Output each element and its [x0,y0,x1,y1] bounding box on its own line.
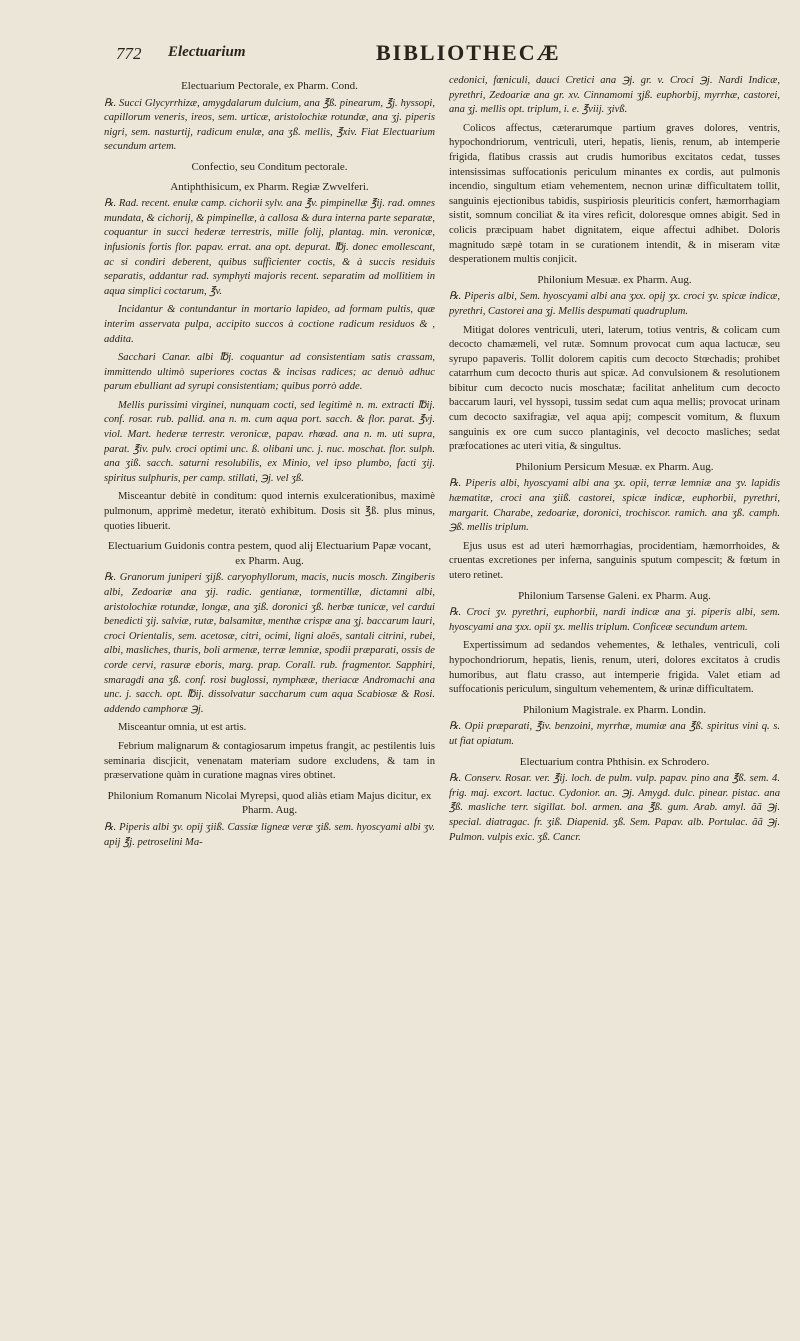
text-columns [104,74,780,1324]
running-title: BIBLIOTHECÆ [376,40,561,65]
left-column [104,74,435,1324]
paragraph: Misceantur debitè in conditum: quod internis exulcerationibus, maximè pulmonum, apprimè medetur, iteratò exhibitum. Dosis sit ℥ß. plus minus, quoties libuerit. [104,491,435,532]
section-heading: Electuarium contra Phthisin. ex Schrodero. [519,755,710,768]
paragraph: ℞. Croci ʒv. pyrethri, euphorbii, nardi indicæ ana ʒi. piperis albi, sem. hyoscyami ana ʒxx. opii ʒx. mellis triplum. Conficeæ secundum artem. [449,607,780,633]
paragraph: Misceantur omnia, ut est artis. [118,722,247,734]
page-header [104,40,778,66]
section-title: Electuarium [168,44,246,60]
section-heading: Philonium Romanum Nicolai Myrepsi, quod aliàs etiam Majus dicitur, ex Pharm. Aug. [107,789,432,817]
section-heading: Philonium Tarsense Galeni. ex Pharm. Aug. [518,589,711,602]
section-heading: Electuarium Guidonis contra pestem, quod alij Electuarium Papæ vocant, ex Pharm. Aug. [107,540,432,567]
paragraph: ℞. Piperis albi, hyoscyami albi ana ʒx. opii, terræ lemniæ ana ʒv. lapidis hæmatitæ, croci ana ʒiiß. castorei, spicæ indicæ, euphorbii, pyrethri, margarit. Charabe, zedoariæ, doronici, trochiscor. ramich. ana ʒß. camph. ℈ß. mellis triplum. [449,478,780,534]
section-heading: Confectio, seu Conditum pectorale. [191,160,348,173]
paragraph: Febrium malignarum & contagiosarum impetus frangit, ac pestilentis luis seminaria discjicit, venenatam materiam sudore excludens, & tam in præservatione quàm in curatione magnas vires obtinet. [104,740,435,782]
paragraph: Colicos affectus, cæterarumque partium graves dolores, ventris, hypochondriorum, ventriculi, uteri, hepatis, lienis, renum, ab intemperie frigida, flatibus crassis aut crudis humoribus excitatos cedat, tusses intensissimas suffocationis periculum minantes ex cordis, aut pulmonis incendio, singultum etiam vehementem, necnon urinæ difficultatem tollit, sanguinis ejectionibus tabidis, suspiriosis pleuriticis confert, hæmorrhagiam sistit, somnum conciliat & ita vires reficit, doloresque omnes abigit. Sed in colicis præcipuam habet dignitatem, eique affectui adhibet. Doloris magnitudo sæpè totam in se curationem intendit, & in miseram vitæ desperationem multis conjicit. [449,122,780,266]
paragraph: ℞. Opii præparati, ℥iv. benzoini, myrrhæ, mumiæ ana ℥ß. spiritus vini q. s. ut fiat opiatum. [449,721,780,747]
paragraph: Mellis purissimi virginei, nunquam cocti, sed legitimè n. m. extracti ℔ij. conf. rosar. rub. pallid. ana n. m. cum aqua port. sacch. & flor. parat. ℥vj. viol. Mart. hederæ terrestr. veronicæ, papav. rhœad. ana n. m. uti supra, parat. ℥iv. pulv. croci optimi unc. ß. olibani unc. j. nuc. moschat. flor. sulph. ana ʒiß. sacch. saturni resolubilis, ex Minio, vel ipso plumbo, facti ʒij. spiritus sulphuris, per camp. stillati, ℈j. vel ʒß. [104,399,435,484]
paragraph: cedonici, fœniculi, dauci Cretici ana ℈j. gr. v. Croci ℈j. Nardi Indicæ, pyrethri, Zedoariæ ana gr. xv. Cinnamomi ʒjß. euphorbij, myrrhæ, castorei, ana ʒj. mellis opt. triplum, i. e. ℥viij. ʒivß. [449,75,780,116]
paragraph: Sacchari Canar. albi ℔j. coquantur ad consistentiam satis crassam, immittendo ultimò superiores coctas & incisas radices; ac denuò adhuc parum ebulliant ad syrupi consistentiam; quibus porrò adde. [104,352,435,393]
paragraph: ℞. Granorum juniperi ʒijß. caryophyllorum, macis, nucis mosch. Zingiberis albi, Zedoariæ ana ʒij. radic. gentianæ, tormentillæ, dictamni albi, aristolochiæ rotundæ, longæ, ana ʒiß. doronici ʒß. herbæ tunicæ, vel cardui benedicti ʒij. salviæ, rutæ, balsamitæ, menthæ crispæ ana ʒj. baccarum lauri, croci Orientalis, sem. acetosæ, citri, ocimi, ligni aloës, santali citrini, rubei, albi, masliches, thuris, boli armenæ, terræ lemniæ, spodii præparati, ossis de corde cervi, rasuræ eboris, marg. prap. Corall. rub. fragmentor. Sapphiri, smaragdi ana ʒß. conf. rosi buglossi, nymphææ, theriacæ Andromachi ana unc. j. sacch. opt. ℔ij. dissolvatur saccharum cum aqua Scabiosæ & Rosi. addendo camphoræ ℈j. [104,572,435,715]
section-heading: Electuarium Pectorale, ex Pharm. Cond. [181,80,358,92]
paragraph: ℞. Conserv. Rosar. ver. ℥ij. loch. de pulm. vulp. papav. pino ana ℥ß. sem. 4. frig. maj. excort. lactuc. Cydonior. an. ℈j. Amygd. dulc. pinear. pistac. ana ℥ß. masliche terr. sigillat. bol. armen. ana ℥ß. gum. Arab. amyl. ãã ℈j. special. diatragac. fr. ʒiß. Diapenid. ʒß. Sem. Papav. alb. Portulac. ãã ℈j. Pulmon. vulpis exic. ʒß. Cancr. [449,773,780,843]
paragraph: Ejus usus est ad uteri hæmorrhagias, procidentiam, hæmorrhoides, & cruentas excretiones per inferna, sanguinis sputum compescit; & fœtum in utero retinet. [449,540,780,581]
page-number: 772 [116,44,142,63]
section-heading: Philonium Persicum Mesuæ. ex Pharm. Aug. [515,460,714,473]
paragraph: Mitigat dolores ventriculi, uteri, laterum, totius ventris, & colicam cum decocto chamæmeli, vel rutæ. Somnum provocat cum aqua lactucæ, seu syrupo papaveris. Tollit dolorem capitis cum decocto Stœchadis; prohibet catarrhum cum decocto thuris aut spicæ. Ad convulsionem & resolutionem bibitur cum decocto nucis moschatæ; facilitat anhelitum cum decocto baccarum lauri, vel hyssopi, tussim sedat cum aqua mellis; provocat urinam cum decocto saxifragiæ, vel aqua apij; compescit vomitum, & fluxum sanguinis ex ore cum succo plantaginis, vel decocto masliches; sedat præfocationes ac uteri vitia, & singultus. [449,324,780,453]
paragraph: Incidantur & contundantur in mortario lapideo, ad formam pultis, quæ interim asservata pulpa, accipito succos à coctione radicum residuos & , addita. [104,304,435,345]
paragraph: ℞. Rad. recent. enulæ camp. cichorii sylv. ana ℥v. pimpinellæ ℥ij. rad. omnes mundata, & cichorij, & pimpinellæ, à callosa & dura interna parte separatæ, coquantur in succi hederæ terrestris, mille folij, plantag. min. veronicæ, infusionis fortis flor. papav. errat. ana opt. depurat. ℔j. donec emollescant, ac si condiri deberent, quibus sufficienter coctis, & à succis residuis separatis, addantur rad. symphyti majoris recent. separatim ad mollitiem in aqua simplici coctarum, ℥v. [104,198,435,297]
paragraph: ℞. Succi Glycyrrhizæ, amygdalarum dulcium, ana ℥ß. pinearum, ℥j. hyssopi, capillorum veneris, ireos, sem. urticæ, aristolochiæ rotundæ, ana ʒj. piperis nigri, sem. nasturtij, radicum enulæ, ana ʒß. mellis, ℥xiv. Fiat Electuarium secundum artem. [104,97,435,153]
paragraph: ℞. Piperis albi ʒv. opij ʒiiß. Cassiæ ligneæ veræ ʒiß. sem. hyoscyami albi ʒv. apij ℥j. petroselini Ma- [104,821,435,848]
right-column [449,74,780,1324]
section-heading: Philonium Mesuæ. ex Pharm. Aug. [537,273,692,286]
section-heading: Antiphthisicum, ex Pharm. Regiæ Zwvelferi. [170,180,369,193]
section-heading: Philonium Magistrale. ex Pharm. Londin. [522,703,706,716]
paragraph: ℞. Piperis albi, Sem. hyoscyami albi ana ʒxx. opij ʒx. croci ʒv. spicæ indicæ, pyrethri, Castorei ana ʒj. Mellis despumati quadruplum. [449,291,780,317]
paragraph: Expertissimum ad sedandos vehementes, & lethales, ventriculi, coli hypochondriorum, hepatis, lienis, renum, uteri, dolores excitatos à crudis humoribus, aut flatu crasso, aut intemperie frigida. Valet etiam ad suffocationis periculum, singultum vehementem, & urinæ difficultatem. [449,640,780,696]
